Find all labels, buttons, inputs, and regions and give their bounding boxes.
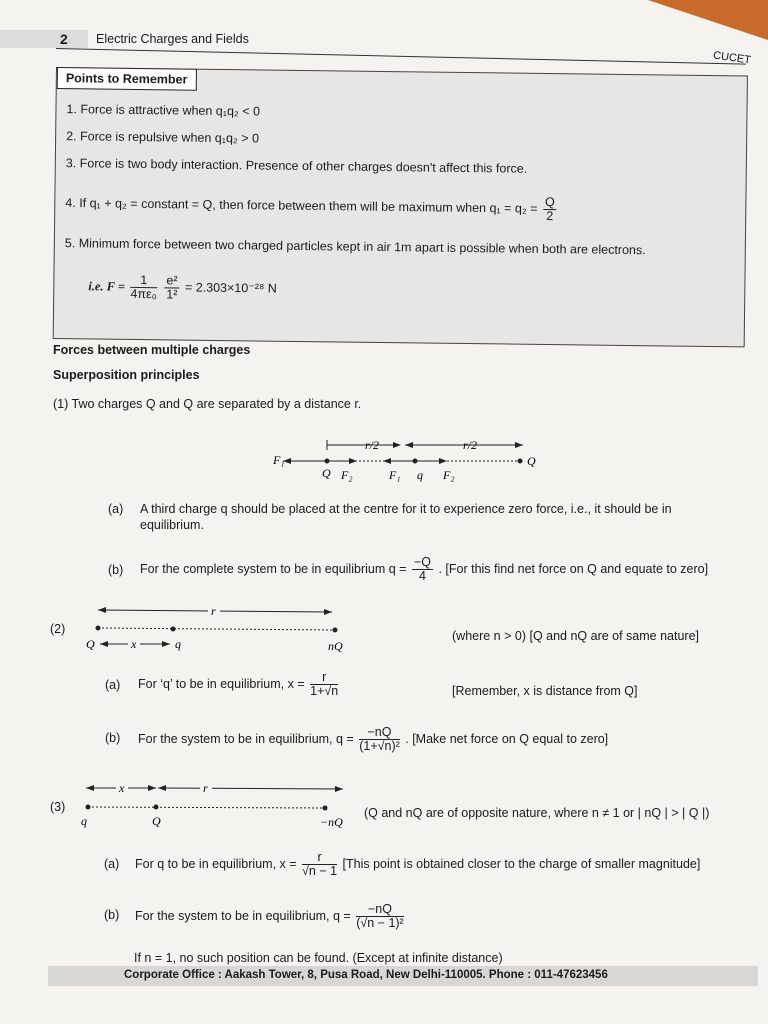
case-1a-label: (a) [108, 502, 124, 516]
charge-q [86, 805, 91, 810]
case-3b-fraction [356, 903, 404, 930]
page-number: 2 [60, 31, 68, 47]
fraction-numerator: r [302, 851, 337, 865]
label-Q: Q [527, 454, 536, 468]
label-Q: Q [152, 814, 161, 828]
fraction-denominator: (1+√n)² [359, 739, 400, 753]
label-r: r [211, 604, 216, 618]
label-half-distance-1: r/2 [365, 438, 380, 452]
case-3a-lead: For q to be in equilibrium, x = [135, 856, 297, 871]
label-Q: Q [322, 466, 331, 480]
case-3b-lead: For the system to be in equilibrium, q = [135, 908, 351, 923]
case-2a-lead: For ‘q’ to be in equilibrium, x = [138, 676, 305, 691]
header-rule [56, 48, 746, 65]
label-x: x [119, 781, 125, 795]
label-F1: F₁ [273, 453, 285, 467]
formula-lhs: i.e. F = [88, 279, 126, 294]
case-2a-text [138, 671, 340, 698]
case-3b-label: (b) [104, 908, 120, 922]
charge-q [171, 627, 176, 632]
point-1: 1. Force is attractive when q₁q₂ < 0 [66, 102, 261, 119]
case-1-diagram [265, 435, 555, 485]
fraction-numerator: −nQ [359, 726, 400, 740]
point-3: 3. Force is two body interaction. Presence of other charges doesn't affect this force. [65, 156, 528, 176]
label-nQ: nQ [328, 639, 343, 653]
chapter-title: Electric Charges and Fields [96, 32, 249, 46]
fraction-numerator: e² [164, 274, 179, 288]
label-q: q [81, 814, 87, 828]
section-heading: Forces between multiple charges [53, 343, 251, 357]
case-2b-label: (b) [105, 731, 121, 745]
case-3-diagram [78, 778, 363, 830]
case-2b-lead: For the system to be in equilibrium, q = [138, 731, 354, 746]
charge-nQ [333, 628, 338, 633]
case-3a-fraction [302, 851, 337, 878]
case-1a-text: A third charge q should be placed at the centre for it to experience zero force, i.e., it should be in [140, 502, 672, 516]
case-2-diagram [80, 600, 350, 655]
case-1-intro: (1) Two charges Q and Q are separated by a distance r. [53, 397, 362, 411]
case-1b-label: (b) [108, 563, 124, 577]
case-3b-text [135, 903, 406, 930]
page-header [0, 28, 768, 67]
case-3a-note: [This point is obtained closer to the charge of smaller magnitude] [342, 856, 701, 871]
fraction-denominator: 2 [546, 209, 554, 224]
fraction-numerator: −Q [413, 555, 431, 569]
case-2-label: (2) [50, 622, 66, 636]
case-3-final-note: If n = 1, no such position can be found. (Except at infinite distance) [134, 951, 503, 965]
points-to-remember-box [53, 67, 748, 347]
case-2b-fraction [359, 726, 400, 753]
case-1b-fraction [412, 556, 433, 583]
fraction-denominator: 1+√n [310, 684, 339, 698]
label-Q: Q [86, 637, 95, 651]
formula-fraction-2 [164, 274, 179, 301]
label-x: x [131, 637, 137, 651]
charge-nQ [323, 806, 328, 811]
subsection-heading: Superposition principles [53, 368, 200, 382]
case-2b-note: . [Make net force on Q equal to zero] [405, 731, 609, 746]
case-2a-note: [Remember, x is distance from Q] [452, 684, 638, 698]
case-1b-note: . [For this find net force on Q and equate to zero] [438, 561, 709, 576]
case-1b-lead: For the complete system to be in equilibrium q = [140, 561, 407, 576]
fraction-denominator: 4πε₀ [130, 286, 157, 302]
case-2a-label: (a) [105, 678, 121, 692]
label-half-distance-2: r/2 [463, 438, 478, 452]
label-nQ: −nQ [320, 815, 343, 829]
point-4 [65, 190, 559, 223]
case-3-label: (3) [50, 800, 66, 814]
case-3-note: (Q and nQ are of opposite nature, where n ≠ 1 or | nQ | > | Q |) [364, 806, 710, 820]
case-3a-label: (a) [104, 857, 120, 871]
exam-tag: CUCET [712, 49, 752, 67]
charge-Q [154, 805, 159, 810]
fraction-numerator: r [310, 671, 338, 685]
label-F2: F₂ [341, 468, 353, 482]
label-r: r [203, 781, 208, 795]
point-4-text: 4. If q₁ + q₂ = constant = Q, then force between them will be maximum when q₁ = q₂ = [65, 195, 538, 216]
label-F1: F₁ [389, 468, 401, 482]
case-3a-text [135, 851, 700, 878]
label-F2: F₂ [443, 468, 455, 482]
point-2: 2. Force is repulsive when q₁q₂ > 0 [66, 129, 260, 146]
fraction-numerator: −nQ [356, 903, 404, 917]
charge-Q-left [325, 459, 330, 464]
page-footer [48, 966, 758, 986]
formula-fraction-1 [130, 274, 157, 301]
fraction-denominator: 4 [418, 569, 426, 583]
formula-result: = 2.303×10⁻²⁸ N [184, 280, 277, 296]
footer-text: Corporate Office : Aakash Tower, 8, Pusa Road, New Delhi-110005. Phone : 011-47623456 [124, 969, 608, 981]
label-q: q [417, 468, 423, 482]
charge-Q [96, 626, 101, 631]
case-2a-fraction [310, 671, 338, 698]
case-1a-text-cont: equilibrium. [140, 518, 204, 532]
header-band [0, 30, 88, 48]
box-title: Points to Remember [57, 67, 197, 91]
fraction-numerator: Q [543, 196, 557, 210]
fraction-denominator: 1² [166, 287, 178, 302]
point-4-fraction [543, 196, 557, 223]
point-5-formula [88, 273, 277, 302]
case-2-note: (where n > 0) [Q and nQ are of same nature] [452, 629, 700, 643]
case-1b-text [140, 556, 708, 583]
charge-Q-right [518, 459, 523, 464]
label-q: q [175, 637, 181, 651]
case-2b-text [138, 726, 608, 753]
point-5: 5. Minimum force between two charged particles kept in air 1m apart is possible when both are electrons. [64, 236, 646, 258]
fraction-denominator: (√n − 1)² [356, 916, 404, 930]
fraction-numerator: 1 [131, 274, 158, 288]
fraction-denominator: √n − 1 [302, 864, 338, 878]
